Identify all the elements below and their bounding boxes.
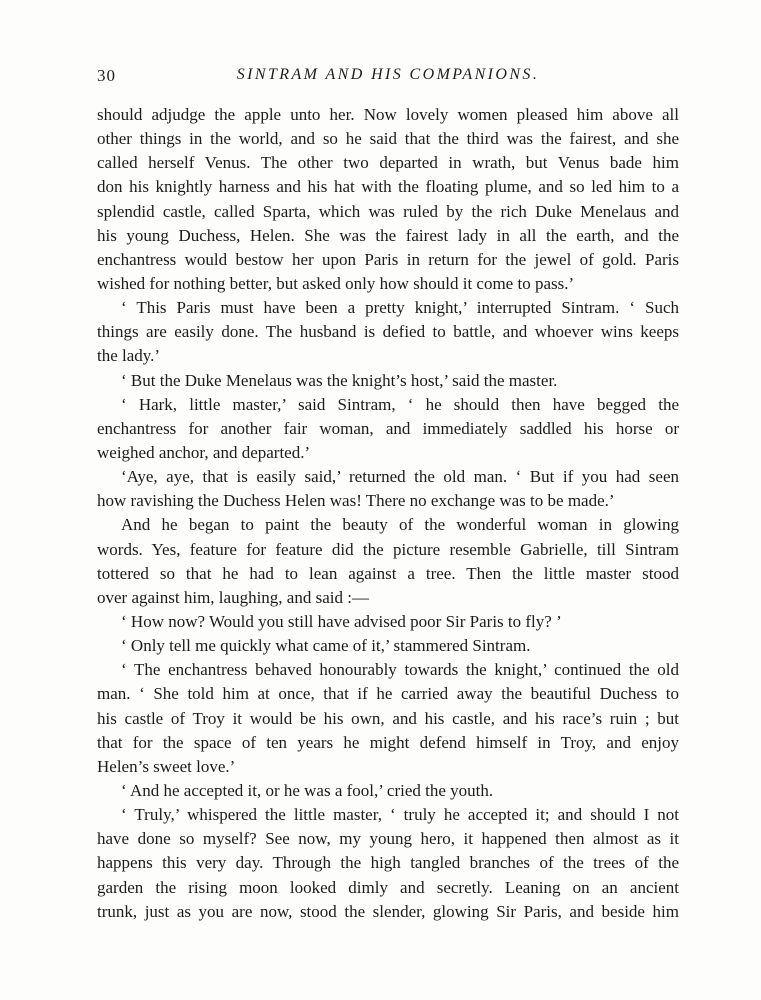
text-line: his castle of Troy it would be his own, and his castle, and his race’s ruin ; but [97, 708, 679, 728]
text-line: over against him, laughing, and said :— [97, 587, 369, 607]
text-line: And he began to paint the beauty of the wonderful woman in glowing [121, 515, 679, 535]
text-line: how ravishing the Duchess Helen was! There no exchange was to be made.’ [97, 491, 615, 511]
text-line: things are easily done. The husband is defied to battle, and whoever wins keeps [97, 322, 679, 342]
text-line: garden the rising moon looked dimly and secretly. Leaning on an ancient [97, 877, 679, 897]
text-line: trunk, just as you are now, stood the slender, glowing Sir Paris, and beside him [97, 901, 679, 921]
text-line: other things in the world, and so he said that the third was the fairest, and she [97, 129, 679, 149]
page-header [97, 66, 679, 90]
text-line: have done so myself? See now, my young hero, it happened then almost as it [97, 829, 679, 849]
text-line: the lady.’ [97, 346, 161, 366]
text-line: tottered so that he had to lean against a tree. Then the little master stood [97, 563, 679, 583]
text-line: ‘ Only tell me quickly what came of it,’ stammered Sintram. [121, 636, 531, 656]
text-line: that for the space of ten years he might defend himself in Troy, and enjoy [97, 732, 679, 752]
text-line: weighed anchor, and departed.’ [97, 442, 311, 462]
text-line: happens this very day. Through the high tangled branches of the trees of the [97, 853, 679, 873]
text-line: splendid castle, called Sparta, which was ruled by the rich Duke Menelaus and [97, 201, 679, 221]
text-line: enchantress for another fair woman, and immediately saddled his horse or [97, 418, 679, 438]
text-line: ‘ This Paris must have been a pretty knight,’ interrupted Sintram. ‘ Such [121, 298, 679, 318]
text-line: ‘ How now? Would you still have advised poor Sir Paris to fly? ’ [121, 611, 562, 631]
text-line: his young Duchess, Helen. She was the fairest lady in all the earth, and the [97, 225, 679, 245]
text-line: ‘ Truly,’ whispered the little master, ‘ truly he accepted it; and should I not [121, 805, 679, 825]
page-number: 30 [97, 66, 116, 85]
text-line: ‘ The enchantress behaved honourably towards the knight,’ continued the old [121, 660, 679, 680]
text-line: ‘Aye, aye, that is easily said,’ returned the old man. ‘ But if you had seen [121, 467, 679, 487]
text-line: ‘ But the Duke Menelaus was the knight’s host,’ said the master. [121, 370, 558, 390]
text-line: wished for nothing better, but asked only how should it come to pass.’ [97, 273, 575, 293]
text-line: ‘ Hark, little master,’ said Sintram, ‘ he should then have begged the [121, 394, 679, 414]
text-line: words. Yes, feature for feature did the picture resemble Gabrielle, till Sintram [97, 539, 679, 559]
text-line: Helen’s sweet love.’ [97, 756, 236, 776]
text-line: ‘ And he accepted it, or he was a fool,’ cried the youth. [121, 780, 494, 800]
text-line: called herself Venus. The other two departed in wrath, but Venus bade him [97, 153, 679, 173]
text-line: enchantress would bestow her upon Paris in return for the jewel of gold. Paris [97, 249, 679, 269]
body-text [97, 103, 679, 924]
text-line: man. ‘ She told him at once, that if he carried away the beautiful Duchess to [97, 684, 679, 704]
running-title: SINTRAM AND HIS COMPANIONS. [236, 66, 540, 83]
text-line: don his knightly harness and his hat with the floating plume, and so led him to a [97, 177, 679, 197]
text-line: should adjudge the apple unto her. Now lovely women pleased him above all [97, 105, 679, 124]
